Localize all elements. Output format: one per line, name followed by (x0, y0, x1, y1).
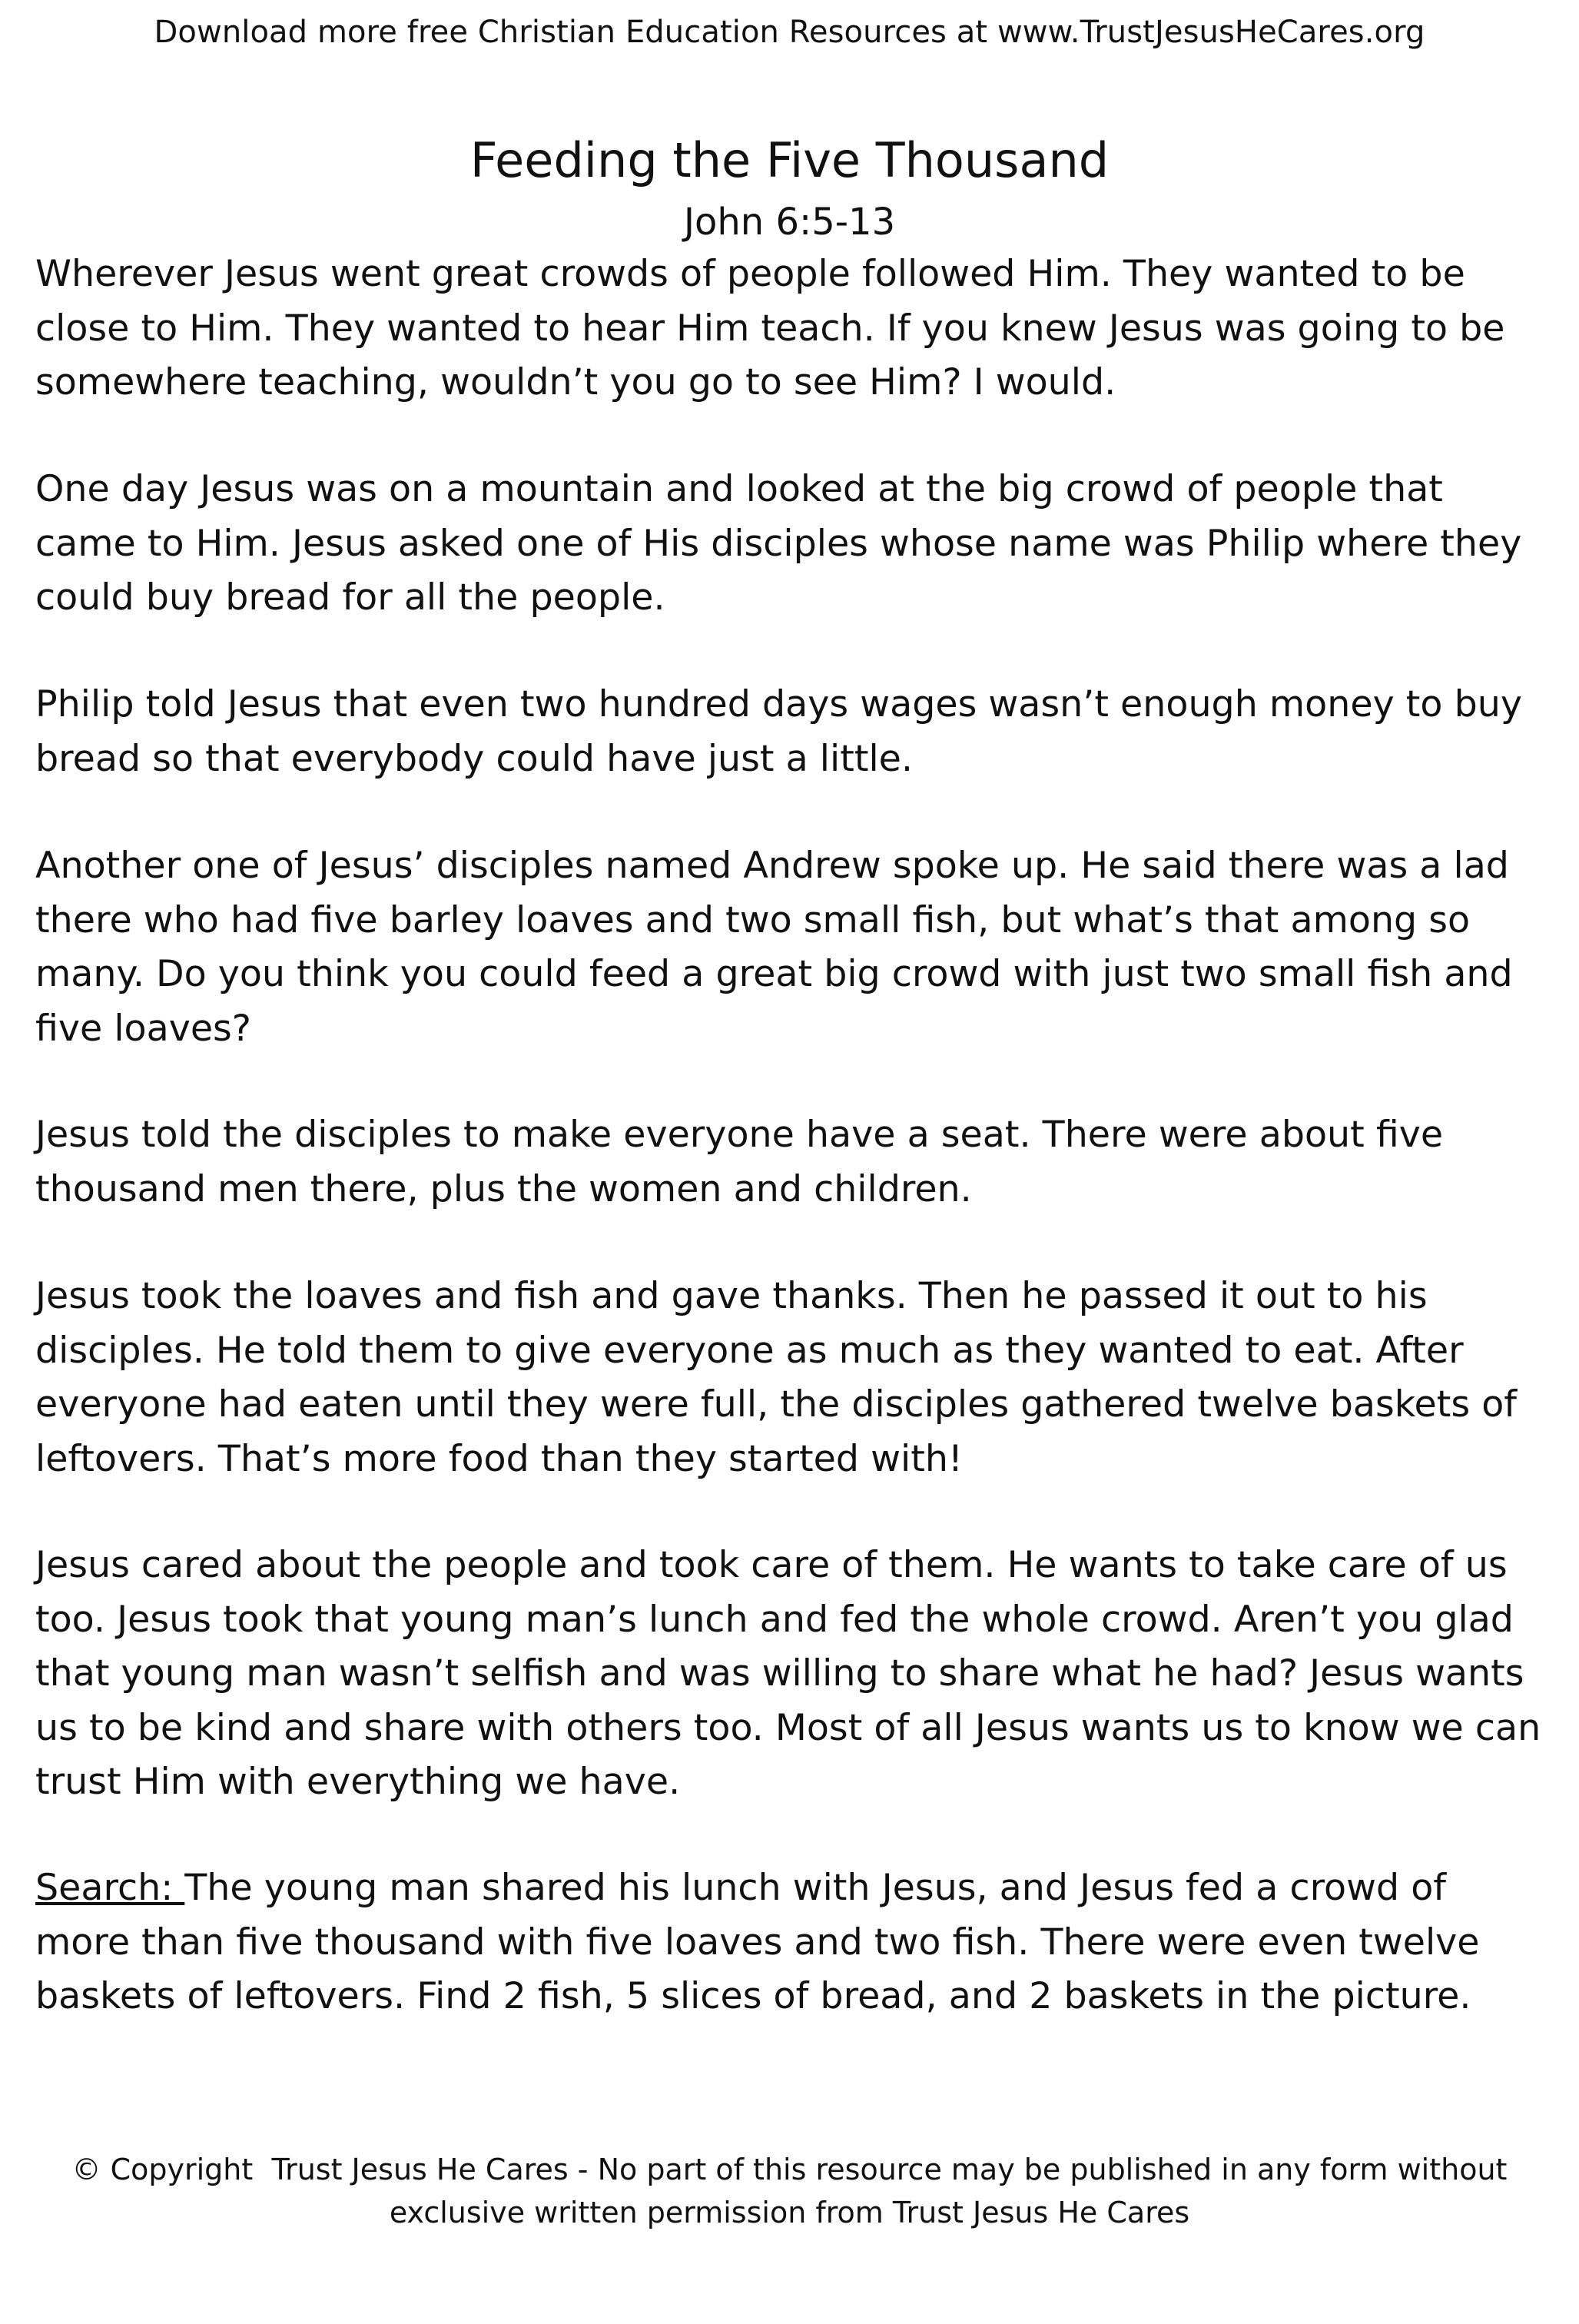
copyright-line-1: © Copyright Trust Jesus He Cares - No part of this resource may be published in any form without (71, 2153, 1508, 2186)
search-activity (35, 1861, 1549, 2024)
download-header: Download more free Christian Education Resources at www.TrustJesusHeCares.org (154, 15, 1425, 50)
copyright-footer (0, 2148, 1579, 2234)
scripture-reference: John 6:5-13 (683, 201, 896, 244)
story-paragraph-3: Philip told Jesus that even two hundred days wages wasn’t enough money to buy bread so that everybody could have just a little. (35, 683, 1522, 780)
search-instructions: The young man shared his lunch with Jesus, and Jesus fed a crowd of more than five thousand with five loaves and two fish. There were even twelve baskets of leftovers. Find 2 fish, 5 slices of bread, and 2 baskets in the picture. (35, 1867, 1480, 2017)
copyright-line-2: exclusive written permission from Trust Jesus He Cares (389, 2196, 1190, 2229)
story-paragraph-6: Jesus took the loaves and fish and gave thanks. Then he passed it out to his disciples. He told them to give everyone as much as they wanted to eat. After everyone had eaten until they were full, the disciples gathered twelve baskets of leftovers. That’s more food than they started with! (35, 1275, 1517, 1480)
story-paragraph-1: Wherever Jesus went great crowds of people followed Him. They wanted to be close to Him. They wanted to hear Him teach. If you knew Jesus was going to be somewhere teaching, wouldn’t you go to see Him? I would. (35, 253, 1505, 403)
story-paragraph-2: One day Jesus was on a mountain and looked at the big crowd of people that came to Him. Jesus asked one of His disciples whose name was Philip where they could buy bread for all the people. (35, 468, 1522, 619)
page-title: Feeding the Five Thousand (469, 132, 1110, 188)
story-paragraph-5: Jesus told the disciples to make everyone have a seat. There were about five thousand men there, plus the women and children. (35, 1114, 1444, 1210)
story-paragraph-7: Jesus cared about the people and took care of them. He wants to take care of us too. Jesus took that young man’s lunch and fed the whole crowd. Aren’t you glad that young man wasn’t selfish and was willing to share what he had? Jesus wants us to be kind and share with others too. Most of all Jesus wants us to know we can trust Him with everything we have. (35, 1544, 1541, 1803)
story-paragraph-4: Another one of Jesus’ disciples named Andrew spoke up. He said there was a lad there who had five barley loaves and two small fish, but what’s that among so many. Do you think you could feed a great big crowd with just two small fish and five loaves? (35, 845, 1513, 1050)
search-label: Search: (35, 1867, 185, 1909)
